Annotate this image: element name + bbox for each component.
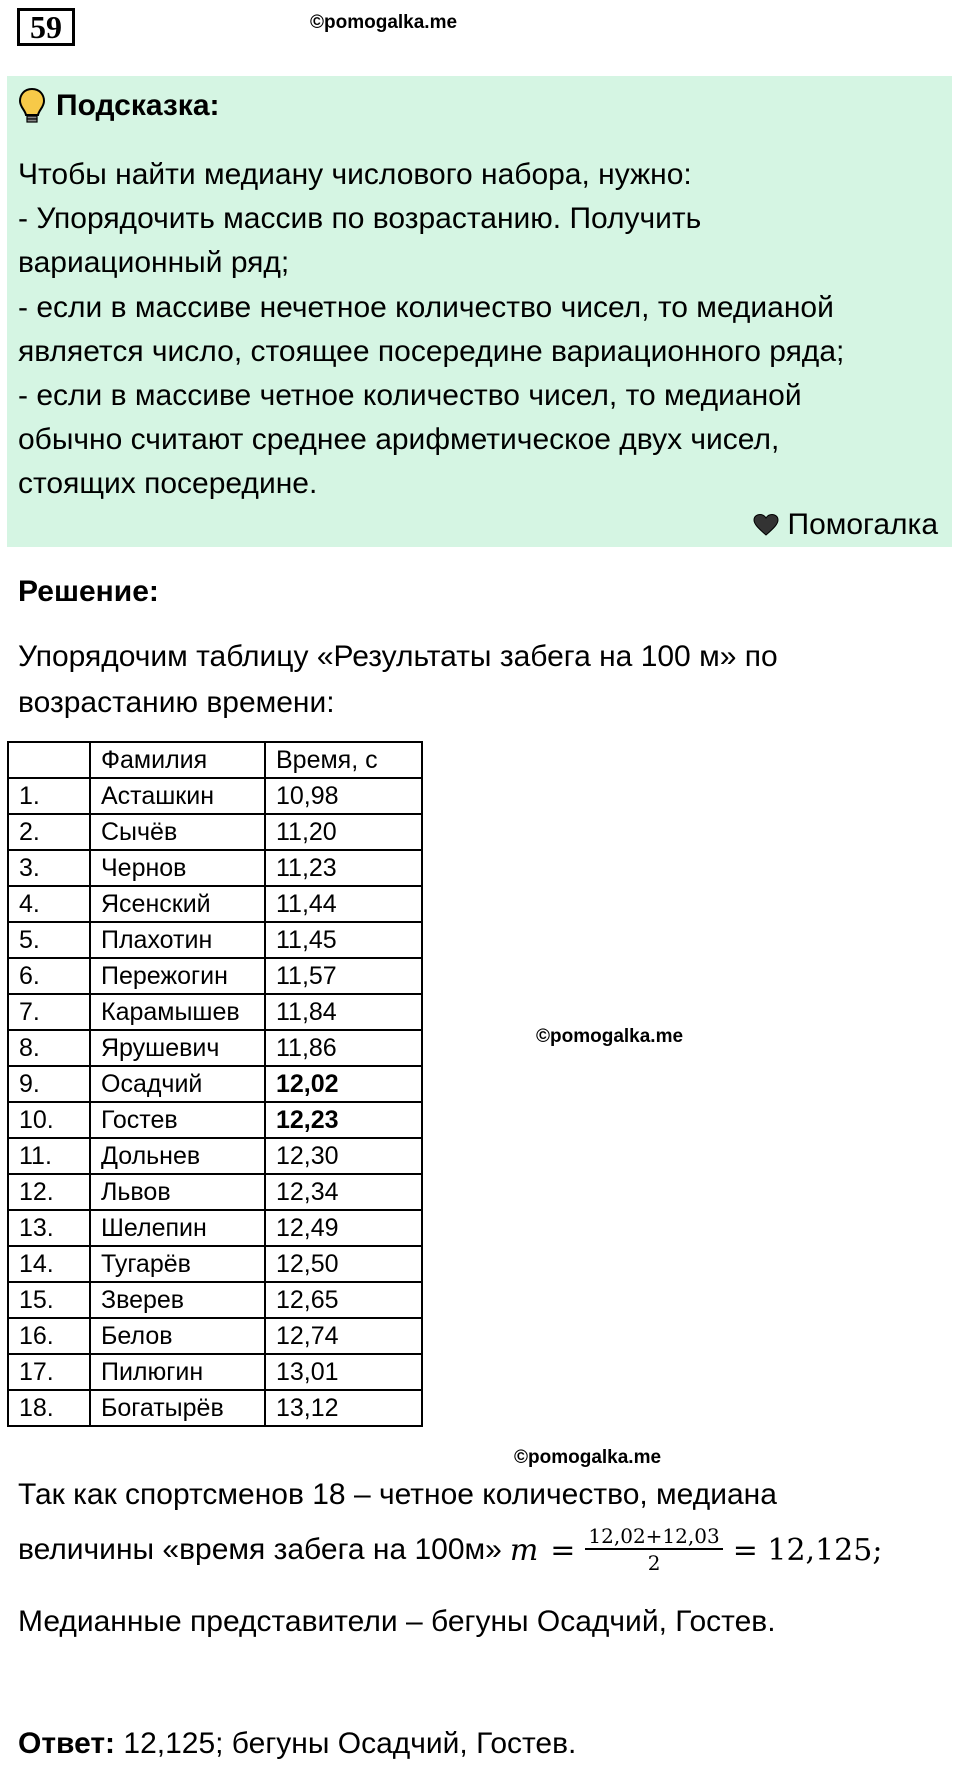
cell-surname: Шелепин xyxy=(90,1210,265,1246)
cell-number: 7. xyxy=(8,994,90,1030)
cell-number: 10. xyxy=(8,1102,90,1138)
lightbulb-icon xyxy=(18,87,46,125)
hint-line: стоящих посередине. xyxy=(18,467,318,501)
cell-time: 13,01 xyxy=(265,1354,422,1390)
signature-text: Помогалка xyxy=(787,508,938,541)
hint-line: - Упорядочить массив по возрастанию. Получить xyxy=(18,202,702,236)
table-row xyxy=(8,1066,422,1102)
table-row xyxy=(8,1102,422,1138)
hint-line: - если в массиве нечетное количество чисел, то медианой xyxy=(18,290,834,324)
hint-body xyxy=(18,153,948,507)
table-row xyxy=(8,1174,422,1210)
solution-intro xyxy=(18,634,778,726)
cell-time: 12,02 xyxy=(265,1066,422,1102)
hint-line: является число, стоящее посередине вариационного ряда; xyxy=(18,334,845,368)
table-row xyxy=(8,1210,422,1246)
table-row xyxy=(8,1354,422,1390)
table-row xyxy=(8,814,422,850)
cell-time: 12,65 xyxy=(265,1282,422,1318)
solution-text-1: Так как спортсменов 18 – четное количество, медиана xyxy=(18,1478,777,1511)
answer xyxy=(18,1727,576,1761)
cell-surname: Сычёв xyxy=(90,814,265,850)
cell-number: 16. xyxy=(8,1318,90,1354)
table-row xyxy=(8,1138,422,1174)
table-row xyxy=(8,958,422,994)
cell-surname: Белов xyxy=(90,1318,265,1354)
table-row xyxy=(8,778,422,814)
cell-number: 8. xyxy=(8,1030,90,1066)
cell-number: 5. xyxy=(8,922,90,958)
cell-number: 1. xyxy=(8,778,90,814)
cell-surname: Ясенский xyxy=(90,886,265,922)
header-cell-time: Время, с xyxy=(265,742,422,778)
hint-title-text: Подсказка: xyxy=(56,89,220,122)
table-row xyxy=(8,1246,422,1282)
cell-time: 11,84 xyxy=(265,994,422,1030)
cell-surname: Гостев xyxy=(90,1102,265,1138)
cell-number: 9. xyxy=(8,1066,90,1102)
table-row xyxy=(8,850,422,886)
cell-time: 12,30 xyxy=(265,1138,422,1174)
intro-line: возрастанию времени: xyxy=(18,686,335,719)
cell-time: 11,45 xyxy=(265,922,422,958)
intro-line: Упорядочим таблицу «Результаты забега на 100 м» по xyxy=(18,640,778,673)
table-row xyxy=(8,1390,422,1426)
cell-time: 11,20 xyxy=(265,814,422,850)
header-cell-surname: Фамилия xyxy=(90,742,265,778)
cell-time: 11,57 xyxy=(265,958,422,994)
cell-surname: Пилюгин xyxy=(90,1354,265,1390)
cell-number: 3. xyxy=(8,850,90,886)
formula-numerator: 12,02+12,03 xyxy=(585,1524,722,1550)
cell-surname: Плахотин xyxy=(90,922,265,958)
cell-number: 18. xyxy=(8,1390,90,1426)
results-table xyxy=(7,741,423,1427)
watermark: ©pomogalka.me xyxy=(514,1447,662,1468)
hint-line: вариационный ряд; xyxy=(18,246,290,280)
cell-number: 4. xyxy=(8,886,90,922)
answer-text: 12,125; бегуны Осадчий, Гостев. xyxy=(115,1727,577,1760)
watermark: ©pomogalka.me xyxy=(310,12,458,33)
cell-surname: Дольнев xyxy=(90,1138,265,1174)
cell-number: 14. xyxy=(8,1246,90,1282)
cell-time: 10,98 xyxy=(265,778,422,814)
formula-denominator: 2 xyxy=(647,1551,661,1575)
cell-surname: Карамышев xyxy=(90,994,265,1030)
answer-label: Ответ: xyxy=(18,1727,116,1760)
hint-line: обычно считают среднее арифметическое двух чисел, xyxy=(18,423,780,457)
cell-number: 2. xyxy=(8,814,90,850)
cell-surname: Богатырёв xyxy=(90,1390,265,1426)
cell-time: 12,74 xyxy=(265,1318,422,1354)
formula-fraction xyxy=(585,1524,722,1576)
cell-surname: Асташкин xyxy=(90,778,265,814)
cell-number: 15. xyxy=(8,1282,90,1318)
table-row xyxy=(8,1318,422,1354)
heart-icon xyxy=(752,513,780,537)
cell-number: 12. xyxy=(8,1174,90,1210)
table-header-row xyxy=(8,742,422,778)
formula-result: = 12,125; xyxy=(732,1532,883,1568)
watermark: ©pomogalka.me xyxy=(536,1026,684,1047)
cell-time: 11,23 xyxy=(265,850,422,886)
cell-time: 12,23 xyxy=(265,1102,422,1138)
table-row xyxy=(8,1030,422,1066)
table-row xyxy=(8,1282,422,1318)
hint-line: Чтобы найти медиану числового набора, нужно: xyxy=(18,158,692,191)
formula-prefix: величины «время забега на 100м» xyxy=(18,1533,502,1566)
cell-time: 12,49 xyxy=(265,1210,422,1246)
signature xyxy=(752,508,939,542)
solution-title: Решение: xyxy=(18,575,159,608)
hint-line: - если в массиве четное количество чисел, то медианой xyxy=(18,379,802,413)
cell-surname: Ярушевич xyxy=(90,1030,265,1066)
table-row xyxy=(8,922,422,958)
cell-time: 13,12 xyxy=(265,1390,422,1426)
cell-surname: Пережогин xyxy=(90,958,265,994)
cell-time: 12,50 xyxy=(265,1246,422,1282)
formula-equals: = xyxy=(550,1532,576,1568)
cell-number: 13. xyxy=(8,1210,90,1246)
cell-surname: Львов xyxy=(90,1174,265,1210)
cell-time: 12,34 xyxy=(265,1174,422,1210)
cell-surname: Тугарёв xyxy=(90,1246,265,1282)
cell-surname: Зверев xyxy=(90,1282,265,1318)
cell-number: 17. xyxy=(8,1354,90,1390)
formula-line xyxy=(18,1515,888,1585)
solution-text-3: Медианные представители – бегуны Осадчий, Гостев. xyxy=(18,1605,776,1638)
task-number: 59 xyxy=(17,8,75,46)
cell-time: 11,44 xyxy=(265,886,422,922)
table-row xyxy=(8,886,422,922)
header-cell-number xyxy=(8,742,90,778)
cell-surname: Осадчий xyxy=(90,1066,265,1102)
cell-surname: Чернов xyxy=(90,850,265,886)
cell-number: 11. xyxy=(8,1138,90,1174)
formula-variable: m xyxy=(509,1532,539,1568)
cell-time: 11,86 xyxy=(265,1030,422,1066)
table-row xyxy=(8,994,422,1030)
cell-number: 6. xyxy=(8,958,90,994)
hint-title xyxy=(18,88,220,124)
